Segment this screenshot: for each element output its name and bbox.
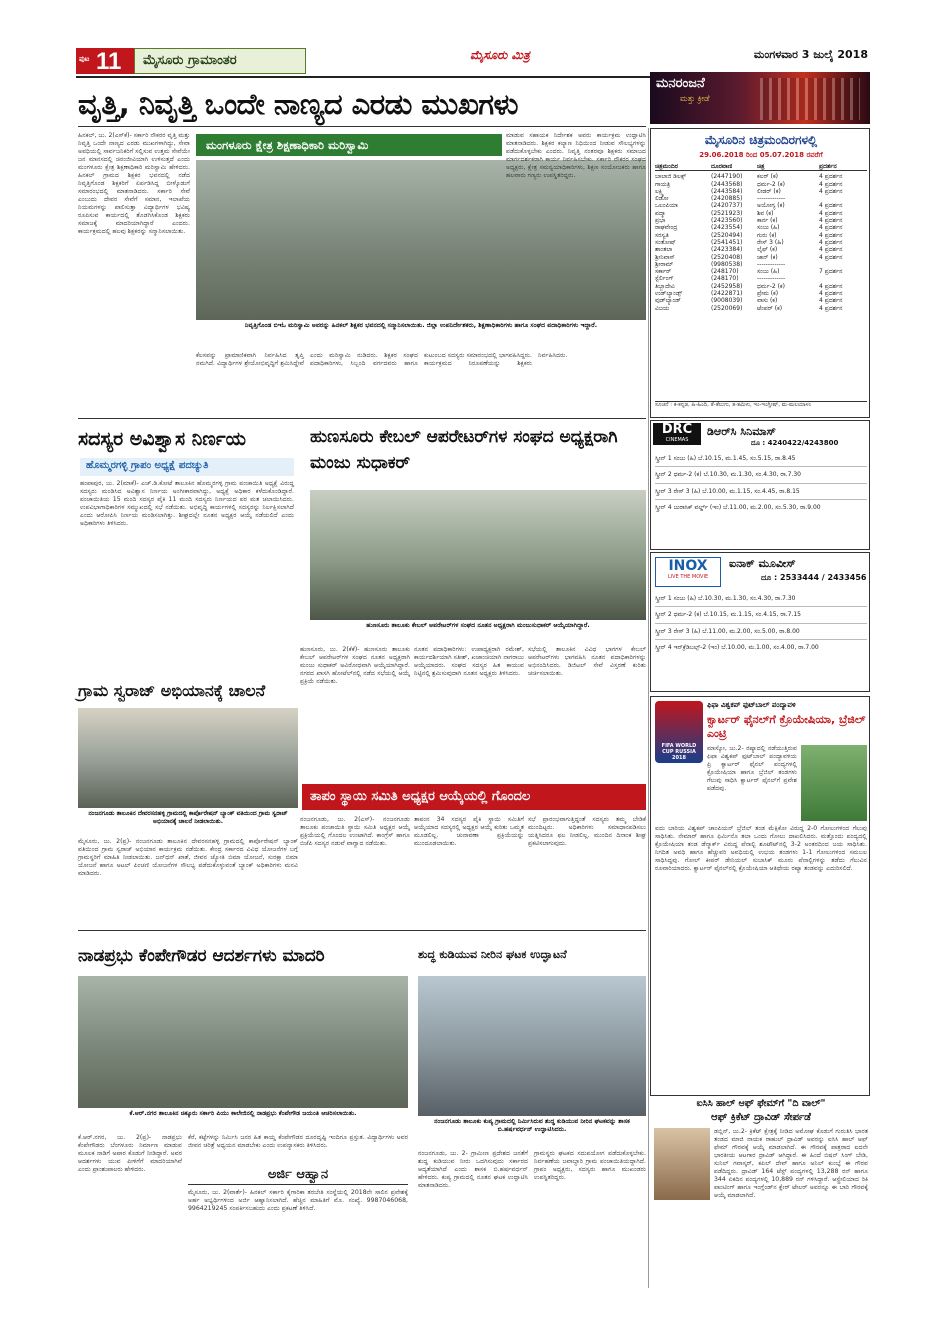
cinema-phone: (2452958): [711, 282, 743, 290]
cinema-film: -------------: [757, 260, 786, 268]
story3-col1: ಹುಣಸೂರು, ಜು. 2(ಕೆಕೆ)- ಹುಣಸೂರು ತಾಲೂಕು ಕೇಬಲ್ ಆಪರೇಟರ್‌ಗಳ ಸಂಘದ ನೂತನ ಅಧ್ಯಕ್ಷರಾಗಿ ಮಂಜು ಸುಧಾಕರ್ ಅವಿರೋಧವಾಗಿ ಆಯ್ಕೆಯಾಗಿದ್ದಾರೆ. ನಗರದ ಖಾಸಗಿ ಹೋಟೆಲ್‌ನಲ್ಲಿ ನಡೆದ ಸಭೆಯಲ್ಲಿ ಆಯ್ಕೆ ಪ್ರಕ್ರಿಯೆ ನಡೆಯಿತು.: [300, 646, 410, 685]
drc-row: ಸ್ಕ್ರೀನ್ 2 ಧರ್ಮ-2 (ಕ) ಬೆ.10.30, ಮ.1.30, ಸಂ.4.30, ರಾ.7.30: [655, 467, 867, 483]
lead-foot: [196, 352, 646, 414]
lead-col1-text: ಹಿನಕಲ್, ಜು. 2(ಎಸ್‌ಕೆ)- ಸರ್ಕಾರಿ ನೌಕರರ ವೃತ್ತಿ ಮತ್ತು ನಿವೃತ್ತಿ ಒಂದೇ ನಾಣ್ಯದ ಎರಡು ಮುಖಗಳಾಗಿದ್ದು, ಸೇವಾ ಅವಧಿಯಲ್ಲಿ ಸಾರ್ವಜನಿಕರಿಗೆ ಸಲ್ಲಿಸುವ ಉತ್ತಮ ಸೇವೆಯೇ ಜನ ಮಾನಸದಲ್ಲಿ ಚಿರಂಜೀವಿಯಾಗಿ ಉಳಿಸುತ್ತದೆ ಎಂದು ಮಂಗಳೂರು ಕ್ಷೇತ್ರ ಶಿಕ್ಷಣಾಧಿಕಾರಿ ಮರಿಸ್ವಾಮಿ ಹೇಳಿದರು. ಹಿನಕಲ್ ಗ್ರಾಮದ ಶಿಕ್ಷಕರ ಭವನದಲ್ಲಿ ನಡೆದ ನಿವೃತ್ತಿಗೊಂಡ ಶಿಕ್ಷಕರಿಗೆ ಏರ್ಪಡಿಸಿದ್ದ ಬೀಳ್ಕೊಡುಗೆ ಸಮಾರಂಭದಲ್ಲಿ ಮಾತನಾಡಿದರು. ಸರ್ಕಾರಿ ಸೇವೆ ಎಂಬುದು ದೇವರ ಸೇವೆಗೆ ಸಮಾನ, ಇಲಾಖೆಯ ನಿಯಮಗಳನ್ನು ಪಾಲಿಸುತ್ತಾ ವಿದ್ಯಾರ್ಥಿಗಳ ಭವಿಷ್ಯ ರೂಪಿಸುವ ಕಾರ್ಯದಲ್ಲಿ ತೊಡಗಿಸಿಕೊಂಡ ಶಿಕ್ಷಕರು ಸಮಾಜಕ್ಕೆ ಮಾದರಿಯಾಗಿದ್ದಾರೆ ಎಂದರು. ಕಾರ್ಯಕ್ರಮದಲ್ಲಿ ಹಲವು ಶಿಕ್ಷಕರನ್ನು ಸನ್ಮಾನಿಸಲಾಯಿತು.: [78, 132, 190, 235]
cinema-shows: 4 ಪ್ರದರ್ಶನ: [819, 224, 843, 232]
notice-box: [188, 1166, 408, 1286]
page-label: ಪುಟ: [79, 55, 90, 63]
story6-photo: [78, 976, 408, 1108]
fifa-photo: [801, 745, 867, 821]
cinema-row: [655, 297, 867, 304]
cinema-table: [655, 163, 867, 312]
dravid-body: ಡಬ್ಲಿನ್, ಜು.2- ಕ್ರಿಕೆಟ್ ಕ್ಷೇತ್ರಕ್ಕೆ ನೀಡಿದ ಅಮೋಘ ಕೊಡುಗೆ ಗುರುತಿಸಿ ಭಾರತ ತಂಡದ ಮಾಜಿ ನಾಯಕ ರಾಹುಲ್ ದ್ರಾವಿಡ್ ಅವರನ್ನು ಐಸಿಸಿ ಹಾಲ್ ಆಫ್ ಫೇಮ್ ಗೌರವಕ್ಕೆ ಆಯ್ಕೆ ಮಾಡಲಾಗಿದೆ. ಈ ಗೌರವಕ್ಕೆ ಪಾತ್ರರಾದ ಐದನೇ ಭಾರತೀಯ ಆಟಗಾರ ದ್ರಾವಿಡ್ ಆಗಿದ್ದಾರೆ. ಈ ಹಿಂದೆ ಬಿಷನ್ ಸಿಂಗ್ ಬೇಡಿ, ಸುನಿಲ್ ಗವಾಸ್ಕರ್, ಕಪಿಲ್ ದೇವ್ ಹಾಗೂ ಅನಿಲ್ ಕುಂಬ್ಳೆ ಈ ಗೌರವ ಪಡೆದಿದ್ದರು. ದ್ರಾವಿಡ್ 164 ಟೆಸ್ಟ್ ಪಂದ್ಯಗಳಲ್ಲಿ 13,288 ರನ್ ಹಾಗೂ 344 ಏಕದಿನ ಪಂದ್ಯಗಳಲ್ಲಿ 10,889 ರನ್ ಗಳಿಸಿದ್ದಾರೆ. ಆಸ್ಟ್ರೇಲಿಯಾದ ರಿಕಿ ಪಾಂಟಿಂಗ್ ಹಾಗೂ ಇಂಗ್ಲೆಂಡ್‌ನ ಕ್ಲೇರ್ ಟೇಲರ್ ಅವರನ್ನೂ ಈ ಬಾರಿ ಗೌರವಕ್ಕೆ ಆಯ್ಕೆ ಮಾಡಲಾಗಿದೆ.: [714, 1128, 868, 1199]
lead-headline: ವೃತ್ತಿ, ನಿವೃತ್ತಿ ಒಂದೇ ನಾಣ್ಯದ ಎರಡು ಮುಖಗಳು: [78, 87, 518, 121]
lead-photo: [196, 160, 646, 320]
cinema-box: [650, 128, 870, 418]
cinema-film: -------------: [757, 195, 786, 203]
fifa-body2: ಐದು ಬಾರಿಯ ವಿಶ್ವಕಪ್ ಚಾಂಪಿಯನ್ ಬ್ರೆಜಿಲ್ ತಂಡ ಮೆಕ್ಸಿಕೋ ವಿರುದ್ಧ 2-0 ಗೋಲುಗಳಿಂದ ಗೆಲುವು ಸಾಧಿಸಿತು. ನೇಮಾರ್ ಹಾಗೂ ಫಿರ್ಮಿನೊ ತಲಾ ಒಂದು ಗೋಲು ದಾಖಲಿಸಿದರು. ಮತ್ತೊಂದು ಪಂದ್ಯದಲ್ಲಿ ಕ್ರೊಯೇಷಿಯಾ ತಂಡ ಡೆನ್ಮಾರ್ಕ್ ವಿರುದ್ಧ ಪೆನಾಲ್ಟಿ ಶೂಟೌಟ್‌ನಲ್ಲಿ 3-2 ಅಂತರದಿಂದ ಜಯ ಸಾಧಿಸಿತು. ನಿಗದಿತ ಅವಧಿ ಹಾಗೂ ಹೆಚ್ಚುವರಿ ಅವಧಿಯಲ್ಲಿ ಉಭಯ ತಂಡಗಳು 1-1 ಗೋಲುಗಳಿಂದ ಸಮಬಲ ಸಾಧಿಸಿದ್ದವು. ಗೋಲ್ ಕೀಪರ್ ಡೇನಿಯಲ್ ಸುಬಾಸಿಕ್ ಮೂರು ಪೆನಾಲ್ಟಿಗಳನ್ನು ತಡೆದು ಗೆಲುವಿನ ರೂವಾರಿಯಾದರು. ಕ್ವಾರ್ಟರ್ ಫೈನಲ್‌ನಲ್ಲಿ ಕ್ರೊಯೇಷಿಯಾ ಆತಿಥೇಯ ರಷ್ಯಾ ತಂಡವನ್ನು ಎದುರಿಸಲಿದೆ.: [655, 825, 867, 872]
inox-row: ಸ್ಕ್ರೀನ್ 4 ಇನ್‌ಕ್ರೆಡಿಬಲ್ಸ್-2 (ಇಂ) ಬೆ.10.00, ಮ.1.00, ಸಂ.4.00, ರಾ.7.00: [655, 643, 819, 651]
cinema-film: ವಾಸು (ಕ): [757, 297, 778, 305]
story6-headline: ನಾಡಪ್ರಭು ಕೆಂಪೇಗೌಡರ ಆದರ್ಶಗಳು ಮಾದರಿ: [78, 946, 325, 966]
story4-headline: ಗ್ರಾಮ ಸ್ವರಾಜ್ ಅಭಿಯಾನಕ್ಕೆ ಚಾಲನೆ: [78, 681, 266, 700]
story6-col1: ಕೆ.ಆರ್.ನಗರ, ಜು. 2(ಪ್ರ)- ನಾಡಪ್ರಭು ಕೆಂಪೇಗೌಡರು ಬೆಂಗಳೂರು ನಿರ್ಮಾಣ ಮಾಡುವ ಮೂಲಕ ನಾಡಿಗೆ ಅಪಾರ ಕೊಡುಗೆ ನೀಡಿದ್ದಾರೆ. ಅವರ ಆದರ್ಶಗಳು ಯುವ ಪೀಳಿಗೆಗೆ ಮಾದರಿಯಾಗಿವೆ ಎಂದು ಪ್ರಾಂಶುಪಾಲರು ಹೇಳಿದರು.: [78, 1134, 182, 1173]
page-number: 11: [96, 48, 122, 75]
inox-row: ಸ್ಕ್ರೀನ್ 3 ರೇಸ್ 3 (ಹಿ) ಬೆ.11.00, ಮ.2.00, ಸಂ.5.00, ರಾ.8.00: [655, 624, 867, 640]
story5-col2: ತಾಪಂನ 34 ಸದಸ್ಯರ ಪೈಕಿ ಸ್ಥಾಯಿ ಸಮಿತಿಗೆ ಆಯ್ಕೆಯಾದ ಸದಸ್ಯರಲ್ಲಿ ಅಧ್ಯಕ್ಷರ ಆಯ್ಕೆ ಕುರಿತು ಒಮ್ಮತ ಮೂಡಲಿಲ್ಲ. ಚುನಾವಣಾ ಪ್ರಕ್ರಿಯೆಯನ್ನು ಮುಂದೂಡಲಾಯಿತು.: [414, 816, 524, 847]
cinema-rows: [655, 173, 867, 312]
cinema-theatre: ಪ್ರಭಾ: [655, 217, 666, 225]
cinema-theatre: ಗಾಯತ್ರಿ: [655, 180, 671, 188]
cinema-film: ಅಯೋಗ್ಯ (ಕ): [757, 202, 785, 210]
cinema-shows: 4 ಪ್ರದರ್ಶನ: [819, 238, 843, 246]
cinema-film: ಧರ್ಮ-2 (ಕ): [757, 180, 785, 188]
lead-rule: [78, 126, 646, 127]
cinema-theatre: ಶ್ರೀನಿವಾಸ್: [655, 253, 675, 261]
cinema-theatre: ವಿಜಯ: [655, 304, 670, 312]
drc-box: [650, 420, 870, 550]
story3-caption: ಹುಣಸೂರು ತಾಲೂಕು ಕೇಬಲ್ ಆಪರೇಟರ್‌ಗಳ ಸಂಘದ ನೂತನ ಅಧ್ಯಕ್ಷರಾಗಿ ಮಂಜುಸುಧಾಕರ್ ಆಯ್ಕೆಯಾಗಿದ್ದಾರೆ.: [366, 622, 590, 629]
cinema-row: [655, 217, 867, 224]
cinema-shows: 4 ಪ್ರದರ್ಶನ: [819, 246, 843, 254]
page-number-box: [76, 48, 134, 74]
cinema-film: ಲೀಡರ್ (ಕ): [757, 187, 781, 195]
cinema-theatre: ಒಲಂಪಿಯಾ: [655, 202, 678, 210]
story3-headline: ಹುಣಸೂರು ಕೇಬಲ್ ಆಪರೇಟರ್‌ಗಳ ಸಂಘದ ಅಧ್ಯಕ್ಷರಾಗಿ ಮಂಜು ಸುಧಾಕರ್: [310, 427, 618, 473]
cinema-phone: (2420737): [711, 202, 743, 210]
cinema-phone: (248170): [711, 275, 739, 283]
cinema-col-theatre: ಚಿತ್ರಮಂದಿರ: [655, 163, 678, 170]
story4-caption: ನಂಜನಗೂಡು ತಾಲೂಕಿನ ದೇವರಸನಹಳ್ಳಿ ಗ್ರಾಮದಲ್ಲಿ ಕಾರ್ಪೊರೇಷನ್ ಬ್ಯಾಂಕ್ ವತಿಯಿಂದ ಗ್ರಾಮ ಸ್ವರಾಜ್ ಅಭಿಯಾನಕ್ಕೆ ಚಾಲನೆ ನೀಡಲಾಯಿತು.: [88, 810, 288, 825]
cinema-film: ಜಾನ್ (ಕ): [757, 253, 778, 261]
cinema-film: ಶಿವ (ಕ): [757, 209, 774, 217]
story2-subhead: ಹೊಮ್ಮರಗಳ್ಳಿ ಗ್ರಾಪಂ ಅಧ್ಯಕ್ಷೆ ಪದಚ್ಯುತಿ: [86, 460, 209, 471]
cinema-theatre: ರಾಘವೇಂದ್ರ: [655, 224, 678, 232]
cinema-shows: 4 ಪ್ರದರ್ಶನ: [819, 173, 843, 181]
banner-title: ಮನರಂಜನೆ: [656, 76, 705, 91]
cinema-theatre: ಸರಸ್ವತಿ: [655, 231, 669, 239]
cinema-shows: 7 ಪ್ರದರ್ಶನ: [819, 268, 843, 276]
cinema-row: [655, 210, 867, 217]
drc-logo-sub: CINEMAS: [665, 437, 689, 443]
cinema-row: [655, 254, 867, 261]
crowd-graphic: [760, 78, 860, 120]
cinema-row: [655, 246, 867, 253]
story7-caption: ನಂಜನಗೂಡು ತಾಲೂಕು ಕುಪ್ಯ ಗ್ರಾಮದಲ್ಲಿ ನಿರ್ಮಿಸಿರುವ ಶುದ್ಧ ಕುಡಿಯುವ ನೀರಿನ ಘಟಕವನ್ನು ಶಾಸಕ ಬಿ.ಹರ್ಷವರ್ಧನ್ ಉದ್ಘಾಟಿಸಿದರು.: [434, 1118, 630, 1133]
drc-title: ಡಿಆರ್‌ಸಿ ಸಿನಿಮಾಸ್: [707, 425, 776, 438]
cinema-film: ಸಂಜು (ಹಿ): [757, 224, 780, 232]
cinema-shows: [819, 275, 867, 282]
cinema-shows: 4 ಪ್ರದರ್ಶನ: [819, 217, 843, 225]
inox-title: ಐನಾಕ್ ಮೂವೀಸ್: [729, 557, 796, 570]
story7-col2: ಗ್ರಾಮಸ್ಥರು ಘಟಕದ ಸದುಪಯೋಗ ಪಡೆದುಕೊಳ್ಳಬೇಕು. ನಿರ್ವಹಣೆಯ ಜವಾಬ್ದಾರಿ ಗ್ರಾಮ ಪಂಚಾಯಿತಿಯದ್ದಾಗಿದೆ. ಗ್ರಾಪಂ ಅಧ್ಯಕ್ಷರು, ಸದಸ್ಯರು ಹಾಗೂ ಮುಖಂಡರು ಉಪಸ್ಥಿತರಿದ್ದರು.: [534, 1150, 646, 1181]
cinema-row: [655, 188, 867, 195]
dravid-headline1: ಐಸಿಸಿ ಹಾಲ್ ಆಫ್ ಫೇಮ್‌ಗೆ "ದಿ ವಾಲ್": [696, 1098, 826, 1109]
cinema-film: ಸಂಜು (ಹಿ): [757, 268, 780, 276]
dravid-article: [650, 1098, 870, 1288]
cinema-theatre: ಸ್ಟೆರ್ಲಿಂಗ್: [655, 275, 674, 283]
cinema-col-phone: ದೂರವಾಣಿ: [711, 163, 733, 170]
cinema-theatre: ಶ್ರೀರಾಮ್: [655, 260, 674, 268]
section-tab: [134, 48, 306, 74]
cinema-row: [655, 268, 867, 275]
cinema-phone: (9008039): [711, 297, 743, 305]
cinema-phone: (248170): [711, 268, 739, 276]
cinema-shows: 4 ಪ್ರದರ್ಶನ: [819, 202, 843, 210]
story2-subhead-box: [80, 458, 294, 476]
story5-col3: ಸಭೆ ಪ್ರಾರಂಭವಾಗುತ್ತಿದ್ದಂತೆ ಸದಸ್ಯರು ತಮ್ಮ ಬೇಡಿಕೆ ಮುಂದಿಟ್ಟರು. ಅಧಿಕಾರಿಗಳು ಸಮಾಧಾನಪಡಿಸಲು ಯತ್ನಿಸಿದರೂ ಫಲ ನೀಡಲಿಲ್ಲ. ಮುಂದಿನ ದಿನಾಂಕ ಶೀಘ್ರ ಪ್ರಕಟಿಸಲಾಗುವುದು.: [528, 816, 646, 847]
cinema-row: [655, 305, 867, 312]
lead-caption: ನಿವೃತ್ತಿಗೊಂಡ ಬಿಇಓ ಮರಿಸ್ವಾಮಿ ಅವರನ್ನು ಹಿನಕಲ್ ಶಿಕ್ಷಕರ ಭವನದಲ್ಲಿ ಸನ್ಮಾನಿಸಲಾಯಿತು. ಜಿಲ್ಲಾ ಉಪನಿರ್ದೇಶಕರು, ಶಿಕ್ಷಣಾಧಿಕಾರಿಗಳು ಹಾಗೂ ಸಂಘದ ಪದಾಧಿಕಾರಿಗಳು ಇದ್ದಾರೆ.: [244, 322, 598, 329]
cinema-film: -------------: [757, 275, 786, 283]
story7-photo: [418, 976, 646, 1116]
inox-logo: [655, 557, 721, 587]
cinema-phone: (2520494): [711, 231, 743, 239]
paper-name: ಮೈಸೂರು ಮಿತ್ರ: [470, 48, 530, 62]
cinema-phone: (2443584): [711, 187, 743, 195]
cinema-theatre: ಪದ್ಮಾ: [655, 209, 666, 217]
entertainment-banner: [650, 72, 870, 124]
cinema-phone: (9980538): [711, 260, 743, 268]
lead-foot-text: ಕೆಲಸವನ್ನು ಪ್ರಾಮಾಣಿಕವಾಗಿ ನಿರ್ವಹಿಸಿದ ತೃಪ್ತಿ ನಮಗಿದೆ. ವಿದ್ಯಾರ್ಥಿಗಳ ಶ್ರೇಯೋಭಿವೃದ್ಧಿಗೆ ಶ್ರಮಿಸಿದ್ದೇವೆ ಎಂದು ಮರಿಸ್ವಾಮಿ ನುಡಿದರು. ಶಿಕ್ಷಕರ ಸಂಘದ ಪದಾಧಿಕಾರಿಗಳು, ಸಿಬ್ಬಂದಿ ವರ್ಗದವರು ಹಾಗೂ ಕುಟುಂಬದ ಸದಸ್ಯರು ಸಮಾರಂಭದಲ್ಲಿ ಭಾಗವಹಿಸಿದ್ದರು. ಕಾರ್ಯಕ್ರಮದ ನಿರೂಪಣೆಯನ್ನು ಶಿಕ್ಷಕರು ನಿರ್ವಹಿಸಿದರು.: [196, 352, 568, 367]
lead-subhead: ಮಂಗಳೂರು ಕ್ಷೇತ್ರ ಶಿಕ್ಷಣಾಧಿಕಾರಿ ಮರಿಸ್ವಾಮಿ: [206, 138, 369, 152]
cinema-theatre: ಲಿಡೋ: [655, 195, 669, 203]
cinema-title: ಮೈಸೂರಿನ ಚಿತ್ರಮಂದಿರಗಳಲ್ಲಿ: [704, 133, 818, 147]
cinema-film: ಧರ್ಮ-2 (ಕ): [757, 282, 785, 290]
cinema-shows: [819, 195, 867, 202]
cinema-phone: (2423560): [711, 217, 743, 225]
cinema-note: ಸೂಚನೆ : ಕ-ಕನ್ನಡ, ಹಿ-ಹಿಂದಿ, ತೆ-ತೆಲುಗು, ತ-ತಮಿಳು, ಇಂ-ಇಂಗ್ಲೀಷ್, ಮ-ಮಲಯಾಳಂ: [655, 401, 867, 409]
cinema-theatre: ತಿಬ್ಬಾದೇವಿ: [655, 282, 675, 290]
cinema-phone: (2423554): [711, 224, 743, 232]
cinema-shows: 4 ಪ್ರದರ್ಶನ: [819, 297, 843, 305]
inox-box: [650, 552, 870, 692]
cinema-film: ಕಲರ್ (ಕ): [757, 173, 778, 181]
cinema-shows: 4 ಪ್ರದರ್ಶನ: [819, 304, 843, 312]
story7-headline: ಶುದ್ಧ ಕುಡಿಯುವ ನೀರಿನ ಘಟಕ ಉದ್ಘಾಟನೆ: [418, 948, 567, 961]
story2-body: ಹಂಪಾಪುರ, ಜು. 2(ಮಾಕೆ)- ಎಚ್.ಡಿ.ಕೋಟೆ ತಾಲೂಕಿನ ಹೊಮ್ಮರಗಳ್ಳಿ ಗ್ರಾಮ ಪಂಚಾಯಿತಿ ಅಧ್ಯಕ್ಷೆ ವಿರುದ್ಧ ಸದಸ್ಯರು ಮಂಡಿಸಿದ ಅವಿಶ್ವಾಸ ನಿರ್ಣಯ ಅಂಗೀಕಾರವಾಗಿದ್ದು, ಅಧ್ಯಕ್ಷೆ ಅಧಿಕಾರ ಕಳೆದುಕೊಂಡಿದ್ದಾರೆ. ಪಂಚಾಯಿತಿಯ 15 ಮಂದಿ ಸದಸ್ಯರ ಪೈಕಿ 11 ಮಂದಿ ಸದಸ್ಯರು ನಿರ್ಣಯದ ಪರ ಮತ ಚಲಾಯಿಸಿದರು. ಉಪವಿಭಾಗಾಧಿಕಾರಿಗಳ ಸಮ್ಮುಖದಲ್ಲಿ ಸಭೆ ನಡೆಯಿತು. ಅಭಿವೃದ್ಧಿ ಕಾರ್ಯಗಳಲ್ಲಿ ಸದಸ್ಯರನ್ನು ನಿರ್ಲಕ್ಷಿಸಲಾಗಿದೆ ಎಂದು ಆರೋಪಿಸಿ ನಿರ್ಣಯ ಮಂಡಿಸಲಾಗಿತ್ತು. ಶೀಘ್ರದಲ್ಲೇ ನೂತನ ಅಧ್ಯಕ್ಷರ ಆಯ್ಕೆ ನಡೆಯಲಿದೆ ಎಂದು ಅಧಿಕಾರಿಗಳು ತಿಳಿಸಿದರು.: [80, 480, 294, 527]
notice-headline: ಅರ್ಜಿ ಆಹ್ವಾನ: [188, 1166, 408, 1185]
drc-row: ಸ್ಕ್ರೀನ್ 4 ಜುರಾಸಿಕ್ ವರ್ಲ್ಡ್ (ಇಂ) ಬೆ.11.00, ಮ.2.00, ಸಂ.5.30, ರಾ.9.00: [655, 503, 821, 511]
banner-subtitle: ಮತ್ತು ಕ್ರೀಡೆ: [680, 94, 710, 103]
fifa-body1: ಮಾಸ್ಕೋ, ಜು.2- ರಷ್ಯಾದಲ್ಲಿ ನಡೆಯುತ್ತಿರುವ ಫಿಫಾ ವಿಶ್ವಕಪ್ ಫುಟ್‌ಬಾಲ್ ಪಂದ್ಯಾವಳಿಯ ಪ್ರಿ ಕ್ವಾರ್ಟರ್ ಫೈನಲ್ ಪಂದ್ಯಗಳಲ್ಲಿ ಕ್ರೊಯೇಷಿಯಾ ಹಾಗೂ ಬ್ರೆಜಿಲ್ ತಂಡಗಳು ಗೆಲುವು ಸಾಧಿಸಿ ಕ್ವಾರ್ಟರ್ ಫೈನಲ್‌ಗೆ ಪ್ರವೇಶ ಪಡೆದವು.: [707, 745, 797, 792]
cinema-col-film: ಚಿತ್ರ: [757, 163, 765, 170]
cinema-header-row: [655, 163, 867, 171]
cinema-phone: (2443568): [711, 180, 743, 188]
inox-tagline: LIVE THE MOVIE: [667, 574, 709, 580]
issue-date: ಮಂಗಳವಾರ 3 ಜುಲೈ 2018: [753, 48, 868, 61]
cinema-row: [655, 275, 867, 282]
fifa-headline: ಕ್ವಾರ್ಟರ್ ಫೈನಲ್‌ಗೆ ಕ್ರೊಯೇಷಿಯಾ, ಬ್ರೆಜಿಲ್ ಎಂಟ್ರಿ: [707, 713, 866, 740]
section-name: ಮೈಸೂರು ಗ್ರಾಮಾಂತರ: [143, 53, 237, 68]
cinema-phone: (2423384): [711, 246, 743, 254]
story4-body: ಮೈಸೂರು, ಜು. 2(ಪ್ರ)- ನಂಜನಗೂಡು ತಾಲೂಕಿನ ದೇವರಸನಹಳ್ಳಿ ಗ್ರಾಮದಲ್ಲಿ ಕಾರ್ಪೊರೇಷನ್ ಬ್ಯಾಂಕ್ ವತಿಯಿಂದ ಗ್ರಾಮ ಸ್ವರಾಜ್ ಅಭಿಯಾನ ಕಾರ್ಯಕ್ರಮ ನಡೆಯಿತು. ಕೇಂದ್ರ ಸರ್ಕಾರದ ವಿವಿಧ ಯೋಜನೆಗಳ ಬಗ್ಗೆ ಗ್ರಾಮಸ್ಥರಿಗೆ ಮಾಹಿತಿ ನೀಡಲಾಯಿತು. ಜನ್‌ಧನ್ ಖಾತೆ, ಜೀವನ ಜ್ಯೋತಿ ಬಿಮಾ ಯೋಜನೆ, ಸುರಕ್ಷಾ ಬಿಮಾ ಯೋಜನೆ ಹಾಗೂ ಅಟಲ್ ಪಿಂಚಣಿ ಯೋಜನೆಗಳ ಸೌಲಭ್ಯ ಪಡೆದುಕೊಳ್ಳುವಂತೆ ಬ್ಯಾಂಕ್ ಅಧಿಕಾರಿಗಳು ಮನವಿ ಮಾಡಿದರು.: [78, 838, 298, 877]
lead-col2: [506, 132, 646, 179]
fifa-logo: [655, 701, 703, 763]
lower-rule: [78, 930, 646, 931]
cinema-film: ಲೈಫ್ (ಕ): [757, 246, 778, 254]
cinema-theatre: ಶಾಂತಲಾ: [655, 246, 673, 254]
cinema-shows: [819, 261, 867, 268]
story6-caption: ಕೆ.ಆರ್.ನಗರ ತಾಲೂಕಿನ ಚಿಕ್ಕೂರು ಸರ್ಕಾರಿ ಪಿಯು ಕಾಲೇಜಿನಲ್ಲಿ ನಾಡಪ್ರಭು ಕೆಂಪೇಗೌಡ ಜಯಂತಿ ಆಚರಿಸಲಾಯಿತು.: [129, 1110, 357, 1117]
cinema-film: ಟೆಂಪರ್ (ಕ): [757, 304, 783, 312]
story3-col3: ಸಭೆಯಲ್ಲಿ ತಾಲೂಕಿನ ವಿವಿಧ ಭಾಗಗಳ ಕೇಬಲ್ ಆಪರೇಟರ್‌ಗಳು ಭಾಗವಹಿಸಿ ನೂತನ ಪದಾಧಿಕಾರಿಗಳನ್ನು ಅಭಿನಂದಿಸಿದರು. ಡಿಜಿಟಲ್ ಸೇವೆ ವಿಸ್ತರಣೆ ಕುರಿತು ಚರ್ಚಿಸಲಾಯಿತು.: [528, 646, 646, 677]
drc-logo: [653, 423, 701, 445]
cinema-film: ಪ್ರೇಮ (ಕ): [757, 290, 779, 298]
cinema-phone: (2541451): [711, 238, 743, 246]
cinema-film: ಗುರು (ಕ): [757, 231, 777, 239]
story7-col1: ನಂಜನಗೂಡು, ಜು. 2- ಗ್ರಾಮೀಣ ಪ್ರದೇಶದ ಜನತೆಗೆ ಶುದ್ಧ ಕುಡಿಯುವ ನೀರು ಒದಗಿಸುವುದು ಸರ್ಕಾರದ ಆದ್ಯತೆಯಾಗಿದೆ ಎಂದು ಶಾಸಕ ಬಿ.ಹರ್ಷವರ್ಧನ್ ಹೇಳಿದರು. ಕುಪ್ಯ ಗ್ರಾಮದಲ್ಲಿ ನೂತನ ಘಟಕ ಉದ್ಘಾಟಿಸಿ ಮಾತನಾಡಿದರು.: [418, 1150, 528, 1189]
inox-row: ಸ್ಕ್ರೀನ್ 1 ಸಂಜು (ಹಿ) ಬೆ.10.30, ಮ.1.30, ಸಂ.4.30, ರಾ.7.30: [655, 591, 867, 607]
cinema-row: [655, 195, 867, 202]
cinema-shows: 4 ಪ್ರದರ್ಶನ: [819, 187, 843, 195]
cinema-theatre: ಬಾಲಾಜಿ ಡಿಲಕ್ಸ್: [655, 173, 687, 181]
cinema-film: ರೇಸ್ 3 (ಹಿ): [757, 238, 784, 246]
drc-schedule: [655, 451, 867, 515]
inox-logo-text: INOX: [668, 558, 708, 574]
cinema-col-shows: ಪ್ರದರ್ಶನ: [819, 163, 837, 170]
mid-rule: [78, 418, 646, 419]
cinema-film: ಕಾರ್ನ (ಕ): [757, 217, 778, 225]
cinema-phone: (2447190): [711, 173, 743, 181]
cinema-row: [655, 283, 867, 290]
fifa-logo-text: FIFA WORLD CUP RUSSIA 2018: [661, 743, 697, 761]
cinema-theatre: ಉಡ್‌ಲ್ಯಾಂಡ್ಸ್: [655, 290, 683, 298]
cinema-row: [655, 261, 867, 268]
cinema-phone: (2520408): [711, 253, 743, 261]
cinema-range: 29.06.2018 ರಿಂದ 05.07.2018 ರವರೆಗೆ: [699, 151, 823, 159]
story3-photo: [310, 490, 646, 620]
inox-schedule: [655, 591, 867, 655]
cinema-row: [655, 202, 867, 209]
cinema-row: [655, 173, 867, 180]
notice-body: ಮೈಸೂರು, ಜು. 2(ವಾರ್ತೆ)- ಹಿನಕಲ್ ಸರ್ಕಾರಿ ಕೈಗಾರಿಕಾ ತರಬೇತಿ ಸಂಸ್ಥೆಯಲ್ಲಿ 2018ನೇ ಸಾಲಿನ ಪ್ರವೇಶಕ್ಕೆ ಅರ್ಹ ಅಭ್ಯರ್ಥಿಗಳಿಂದ ಅರ್ಜಿ ಆಹ್ವಾನಿಸಲಾಗಿದೆ. ಹೆಚ್ಚಿನ ಮಾಹಿತಿಗೆ ಮೊ. ಸಂಖ್ಯೆ. 9987046068, 9964219245 ಸಂಪರ್ಕಿಸಬಹುದು ಎಂದು ಪ್ರಕಟಣೆ ತಿಳಿಸಿದೆ.: [188, 1189, 408, 1212]
drc-phone: ದೂ : 4240422/4243800: [751, 439, 839, 447]
inox-phone: ದೂ : 2533444 / 2433456: [761, 573, 867, 582]
cinema-row: [655, 232, 867, 239]
story6-col2: ಕೆರೆ, ಕಟ್ಟೆಗಳನ್ನು ನಿರ್ಮಿಸಿ ಜನರ ಹಿತ ಕಾಯ್ದ ಕೆಂಪೇಗೌಡರ ದೂರದೃಷ್ಟಿ ಇಂದಿಗೂ ಪ್ರಸ್ತುತ. ವಿದ್ಯಾರ್ಥಿಗಳು ಅವರ ಜೀವನ ಚರಿತ್ರೆ ಅಧ್ಯಯನ ಮಾಡಬೇಕು ಎಂದು ಉಪನ್ಯಾಸಕರು ತಿಳಿಸಿದರು.: [188, 1134, 408, 1149]
cinema-row: [655, 224, 867, 231]
cinema-shows: 4 ಪ್ರದರ್ಶನ: [819, 209, 843, 217]
fifa-article: [650, 696, 870, 1096]
story5-headline-box: [302, 784, 646, 810]
cinema-row: [655, 290, 867, 297]
cinema-theatre: ವುಡ್‌ಲ್ಯಾಂಡ್: [655, 297, 681, 305]
story4-photo: [78, 708, 298, 808]
cinema-phone: (2422871): [711, 290, 743, 298]
story2-headline: ಸದಸ್ಯರ ಅವಿಶ್ವಾಸ ನಿರ್ಣಯ: [78, 428, 246, 450]
cinema-row: [655, 239, 867, 246]
story3-col2: ನೂತನ ಪದಾಧಿಕಾರಿಗಳು: ಉಪಾಧ್ಯಕ್ಷರಾಗಿ ರಮೇಶ್, ಕಾರ್ಯದರ್ಶಿಯಾಗಿ ಸತೀಶ್, ಖಜಾಂಚಿಯಾಗಿ ನಾಗರಾಜು ಆಯ್ಕೆಯಾದರು. ಸಂಘದ ಸದಸ್ಯರ ಹಿತ ಕಾಯುವ ನಿಟ್ಟಿನಲ್ಲಿ ಶ್ರಮಿಸುವುದಾಗಿ ನೂತನ ಅಧ್ಯಕ್ಷರು ತಿಳಿಸಿದರು.: [414, 646, 524, 677]
cinema-theatre: ಲಕ್ಷ್ಮಿ: [655, 187, 664, 195]
cinema-row: [655, 181, 867, 188]
dravid-headline2: ಆಫ್ ಕ್ರಿಕೆಟ್ ದ್ರಾವಿಡ್ ಸೇರ್ಪಡೆ: [711, 1112, 811, 1123]
dravid-photo: [654, 1128, 710, 1200]
column-divider: [648, 128, 649, 1288]
inox-row: ಸ್ಕ್ರೀನ್ 2 ಧರ್ಮ-2 (ಕ) ಬೆ.10.15, ಮ.1.15, ಸಂ.4.15, ರಾ.7.15: [655, 607, 867, 623]
story5-headline: ತಾಪಂ ಸ್ಥಾಯಿ ಸಮಿತಿ ಅಧ್ಯಕ್ಷರ ಆಯ್ಕೆಯಲ್ಲಿ ಗೊಂದಲ: [310, 789, 531, 804]
cinema-shows: 4 ಪ್ರದರ್ಶನ: [819, 253, 843, 261]
cinema-phone: (2520069): [711, 304, 743, 312]
cinema-shows: 4 ಪ್ರದರ್ಶನ: [819, 231, 843, 239]
cinema-shows: 4 ಪ್ರದರ್ಶನ: [819, 180, 843, 188]
drc-row: ಸ್ಕ್ರೀನ್ 3 ರೇಸ್ 3 (ಹಿ) ಬೆ.10.00, ಮ.1.15, ಸಂ.4.45, ರಾ.8.15: [655, 484, 867, 500]
cinema-shows: 4 ಪ್ರದರ್ಶನ: [819, 282, 843, 290]
cinema-phone: (2420885): [711, 195, 743, 203]
drc-logo-text: DRC: [661, 422, 693, 437]
cinema-theatre: ಸರ್ಕಾರ್: [655, 268, 672, 276]
lead-subhead-box: [196, 134, 502, 156]
lead-col2-text: ಮಾಡುವ ಸಹಾಯಕ ನಿರ್ದೇಶಕ ಅವರು ಕಾರ್ಯಕ್ರಮ ಉದ್ಘಾಟಿಸಿ ಮಾತನಾಡಿದರು. ಶಿಕ್ಷಕರ ಕಲ್ಯಾಣ ನಿಧಿಯಿಂದ ನೀಡುವ ಸೌಲಭ್ಯಗಳನ್ನು ಪಡೆದುಕೊಳ್ಳಬೇಕು ಎಂದರು. ನಿವೃತ್ತಿ ನಂತರವೂ ಶಿಕ್ಷಕರು ಸಮಾಜದ ಮಾರ್ಗದರ್ಶಕರಾಗಿ ಕಾರ್ಯ ನಿರ್ವಹಿಸಬೇಕು. ಸರ್ಕಾರಿ ನೌಕರರ ಸಂಘದ ಅಧ್ಯಕ್ಷರು, ಕ್ಷೇತ್ರ ಸಮನ್ವಯಾಧಿಕಾರಿಗಳು, ಶಿಕ್ಷಣ ಸಂಯೋಜಕರು ಹಾಗೂ ಹಲವಾರು ಗಣ್ಯರು ಉಪಸ್ಥಿತರಿದ್ದರು.: [506, 132, 646, 179]
story5-col1: ನಂಜನಗೂಡು, ಜು. 2(ಎಸ್)- ನಂಜನಗೂಡು ತಾಲೂಕು ಪಂಚಾಯಿತಿ ಸ್ಥಾಯಿ ಸಮಿತಿ ಅಧ್ಯಕ್ಷರ ಆಯ್ಕೆ ಪ್ರಕ್ರಿಯೆಯಲ್ಲಿ ಗೊಂದಲ ಉಂಟಾಗಿದೆ. ಕಾಂಗ್ರೆಸ್ ಹಾಗೂ ಬಿಜೆಪಿ ಸದಸ್ಯರ ನಡುವೆ ವಾಗ್ವಾದ ನಡೆಯಿತು.: [300, 816, 410, 847]
cinema-shows: 4 ಪ್ರದರ್ಶನ: [819, 290, 843, 298]
drc-row: ಸ್ಕ್ರೀನ್ 1 ಸಂಜು (ಹಿ) ಬೆ.10.15, ಮ.1.45, ಸಂ.5.15, ರಾ.8.45: [655, 451, 867, 467]
cinema-phone: (2521923): [711, 209, 743, 217]
fifa-kicker: ಫಿಫಾ ವಿಶ್ವಕಪ್ ಫುಟ್‌ಬಾಲ್ ಪಂದ್ಯಾವಳಿ: [707, 701, 796, 709]
cinema-theatre: ಸಂತೋಷ್: [655, 238, 676, 246]
